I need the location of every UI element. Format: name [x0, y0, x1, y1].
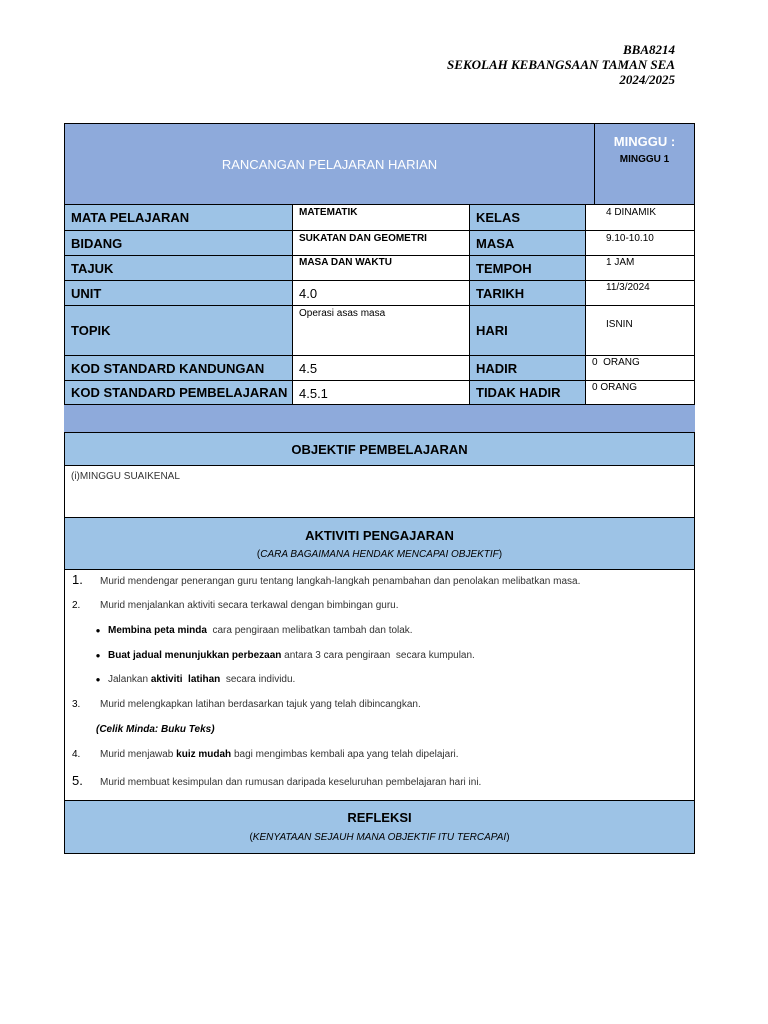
bullet-icon: ● [95, 675, 101, 684]
activity-bullet-1: ● Membina peta minda cara pengiraan melibatkan tambah dan tolak. [88, 625, 413, 636]
label-hari: HARI [469, 305, 586, 356]
activity-note: (Celik Minda: Buku Teks) [96, 724, 215, 735]
value-bidang: SUKATAN DAN GEOMETRI [292, 230, 470, 256]
label-bidang: BIDANG [64, 230, 293, 256]
bullet-icon: ● [95, 626, 101, 635]
value-tajuk: MASA DAN WAKTU [292, 255, 470, 281]
objektif-text: (i)MINGGU SUAIKENAL [71, 471, 180, 482]
week-label: MINGGU : [613, 134, 676, 149]
school-year: 2024/2025 [619, 72, 675, 87]
refleksi-header [64, 800, 695, 854]
activity-item-4: 4. Murid menjawab kuiz mudah bagi mengimbas kembali apa yang telah dipelajari. [72, 749, 459, 760]
objektif-header [64, 432, 695, 466]
label-mata-pelajaran: MATA PELAJARAN [64, 204, 293, 231]
document-code: BBA8214 [622, 42, 675, 57]
label-masa: MASA [469, 230, 586, 256]
bullet-icon: ● [95, 651, 101, 660]
value-hari: ISNIN [585, 305, 695, 356]
label-hadir: HADIR [469, 355, 586, 381]
value-tidak-hadir: 0 ORANG [585, 380, 695, 405]
refleksi-subtitle-line: (KENYATAAN SEJAUH MANA OBJEKTIF ITU TERCAPAI) [249, 832, 510, 843]
value-tarikh: 11/3/2024 [585, 280, 695, 306]
week-cell [594, 123, 695, 205]
label-tajuk: TAJUK [64, 255, 293, 281]
label-tarikh: TARIKH [469, 280, 586, 306]
activity-bullet-2: ● Buat jadual menunjukkan perbezaan antara 3 cara pengiraan secara kumpulan. [88, 650, 475, 661]
spacer-band [64, 405, 695, 432]
activity-item-2: 2. Murid menjalankan aktiviti secara terkawal dengan bimbingan guru. [72, 600, 399, 611]
activity-item-3: 3. Murid melengkapkan latihan berdasarkan tajuk yang telah dibincangkan. [72, 699, 421, 710]
label-topik: TOPIK [64, 305, 293, 356]
label-tempoh: TEMPOH [469, 255, 586, 281]
objektif-title: OBJEKTIF PEMBELAJARAN [291, 441, 468, 457]
plan-title-cell [64, 123, 595, 205]
aktiviti-title: AKTIVITI PENGAJARAN [305, 528, 454, 543]
objektif-body [64, 465, 695, 518]
value-ksp: 4.5.1 [292, 380, 470, 405]
refleksi-subtitle: KENYATAAN SEJAUH MANA OBJEKTIF ITU TERCAPAI [252, 832, 507, 843]
label-unit: UNIT [64, 280, 293, 306]
refleksi-title: REFLEKSI [347, 810, 412, 825]
label-tidak-hadir: TIDAK HADIR [469, 380, 586, 405]
activity-item-5: 5. Murid membuat kesimpulan dan rumusan daripada keseluruhan pembelajaran hari ini. [72, 773, 482, 788]
value-kelas: 4 DINAMIK [585, 204, 695, 231]
document-header [447, 42, 675, 87]
aktiviti-header [64, 517, 695, 570]
value-ksk: 4.5 [292, 355, 470, 381]
value-masa: 9.10-10.10 [585, 230, 695, 256]
aktiviti-subtitle-line: (CARA BAGAIMANA HENDAK MENCAPAI OBJEKTIF) [256, 549, 503, 560]
aktiviti-subtitle: CARA BAGAIMANA HENDAK MENCAPAI OBJEKTIF [260, 549, 499, 560]
activity-item-1: 1. Murid mendengar penerangan guru tentang langkah-langkah penambahan dan penolakan melibatkan masa. [72, 572, 581, 587]
value-topik: Operasi asas masa [292, 305, 470, 356]
value-tempoh: 1 JAM [585, 255, 695, 281]
plan-title: RANCANGAN PELAJARAN HARIAN [221, 156, 438, 172]
value-mata-pelajaran: MATEMATIK [292, 204, 470, 231]
school-name: SEKOLAH KEBANGSAAN TAMAN SEA [447, 57, 675, 72]
activity-bullet-3: ● Jalankan aktiviti latihan secara individu. [88, 674, 295, 685]
label-kelas: KELAS [469, 204, 586, 231]
week-value: MINGGU 1 [619, 154, 670, 165]
value-hadir: 0 ORANG [585, 355, 695, 381]
label-ksp: KOD STANDARD PEMBELAJARAN [64, 380, 293, 405]
label-ksk: KOD STANDARD KANDUNGAN [64, 355, 293, 381]
value-unit: 4.0 [292, 280, 470, 306]
